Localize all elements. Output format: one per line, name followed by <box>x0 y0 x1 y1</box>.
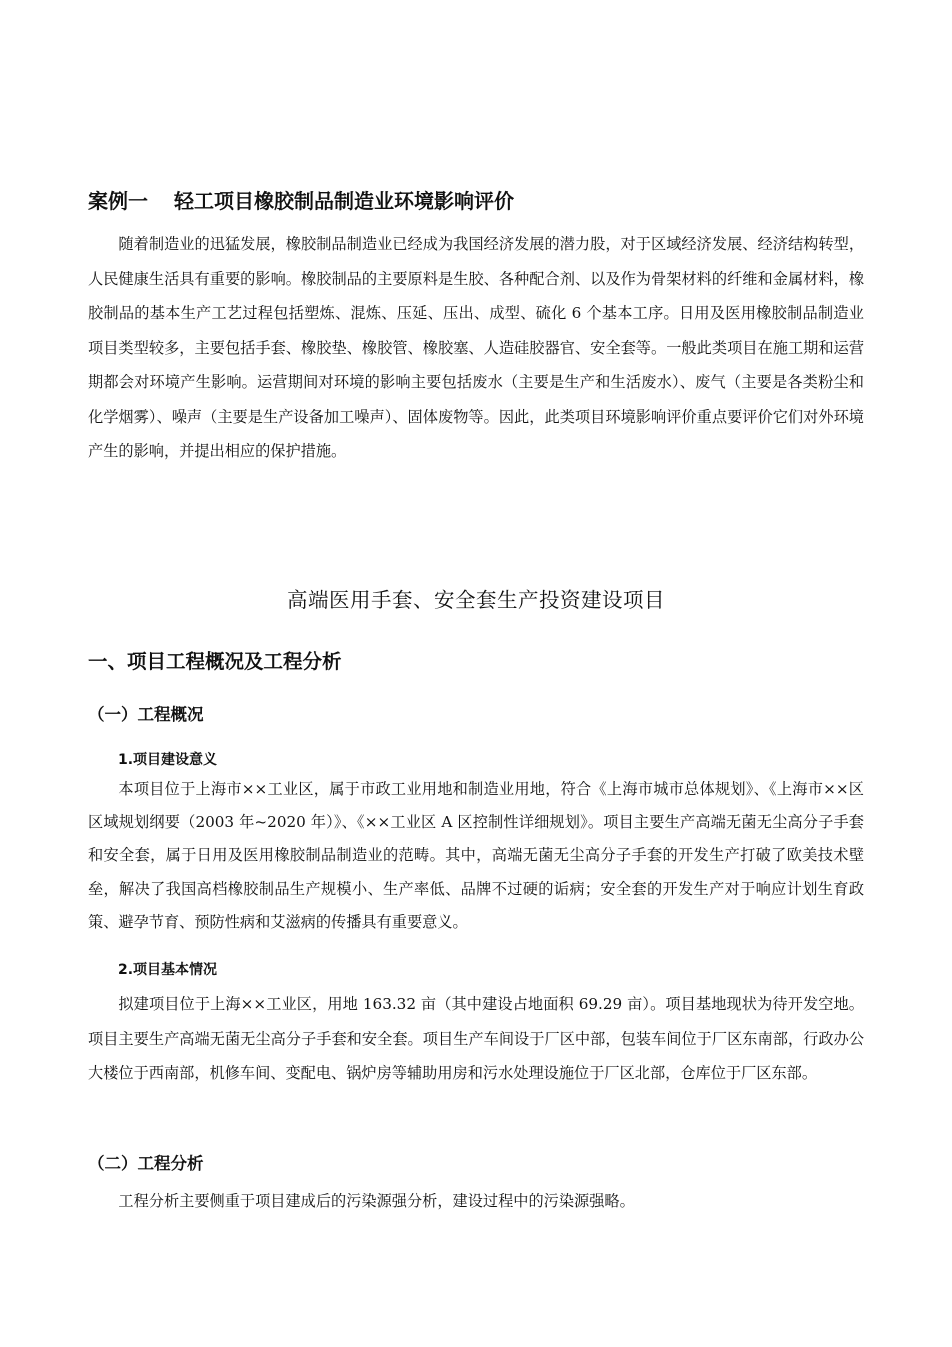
case-title-text: 轻工项目橡胶制品制造业环境影响评价 <box>174 189 514 213</box>
case-heading <box>88 186 868 216</box>
item-basic-info-heading: 2.项目基本情况 <box>118 962 218 978</box>
item-basic-info-text: 拟建项目位于上海××工业区，用地 163.32 亩（其中建设占地面积 69.29 亩）。项目基地现状为待开发空地。项目主要生产高端无菌无尘高分子手套和安全套。项目生产车间设于厂区中部，包装车间位于厂区东南部，行政办公大楼位于西南部，机修车间、变配电、锅炉房等辅助用房和污水处理设施位于厂区北部，仓库位于厂区东部。 <box>88 995 864 1082</box>
subsection-overview-heading: （一）工程概况 <box>88 705 204 724</box>
case-label: 案例一 <box>88 189 148 213</box>
subsection-analysis-text: 工程分析主要侧重于项目建成后的污染源强分析，建设过程中的污染源强略。 <box>118 1192 635 1210</box>
subsection-analysis-heading: （二）工程分析 <box>88 1154 204 1173</box>
intro-paragraph: 随着制造业的迅猛发展，橡胶制品制造业已经成为我国经济发展的潜力股，对于区域经济发展、经济结构转型，人民健康生活具有重要的影响。橡胶制品的主要原料是生胶、各种配合剂、以及作为骨架材料的纤维和金属材料，橡胶制品的基本生产工艺过程包括塑炼、混炼、压延、压出、成型、硫化 6 个基本工序。日用及医用橡胶制品制造业项目类型较多，主要包括手套、橡胶垫、橡胶管、橡胶塞、人造硅胶器官、安全套等。一般此类项目在施工期和运营期都会对环境产生影响。运营期间对环境的影响主要包括废水（主要是生产和生活废水）、废气（主要是各类粉尘和化学烟雾）、噪声（主要是生产设备加工噪声）、固体废物等。因此，此类项目环境影响评价重点要评价它们对外环境产生的影响，并提出相应的保护措施。 <box>88 235 864 460</box>
section-1-heading: 一、项目工程概况及工程分析 <box>88 650 342 673</box>
item-significance-text: 本项目位于上海市××工业区，属于市政工业用地和制造业用地，符合《上海市城市总体规划》、《上海市××区区域规划纲要（2003 年~2020 年）》、《××工业区 A 区控制性详细规划》。项目主要生产高端无菌无尘高分子手套和安全套，属于日用及医用橡胶制品制造业的范畴。其中，高端无菌无尘高分子手套的开发生产打破了欧美技术壁垒，解决了我国高档橡胶制品生产规模小、生产率低、品牌不过硬的诟病；安全套的开发生产对于响应计划生育政策、避孕节育、预防性病和艾滋病的传播具有重要意义。 <box>88 780 864 931</box>
project-title: 高端医用手套、安全套生产投资建设项目 <box>287 588 665 612</box>
item-significance-heading: 1.项目建设意义 <box>118 752 218 768</box>
